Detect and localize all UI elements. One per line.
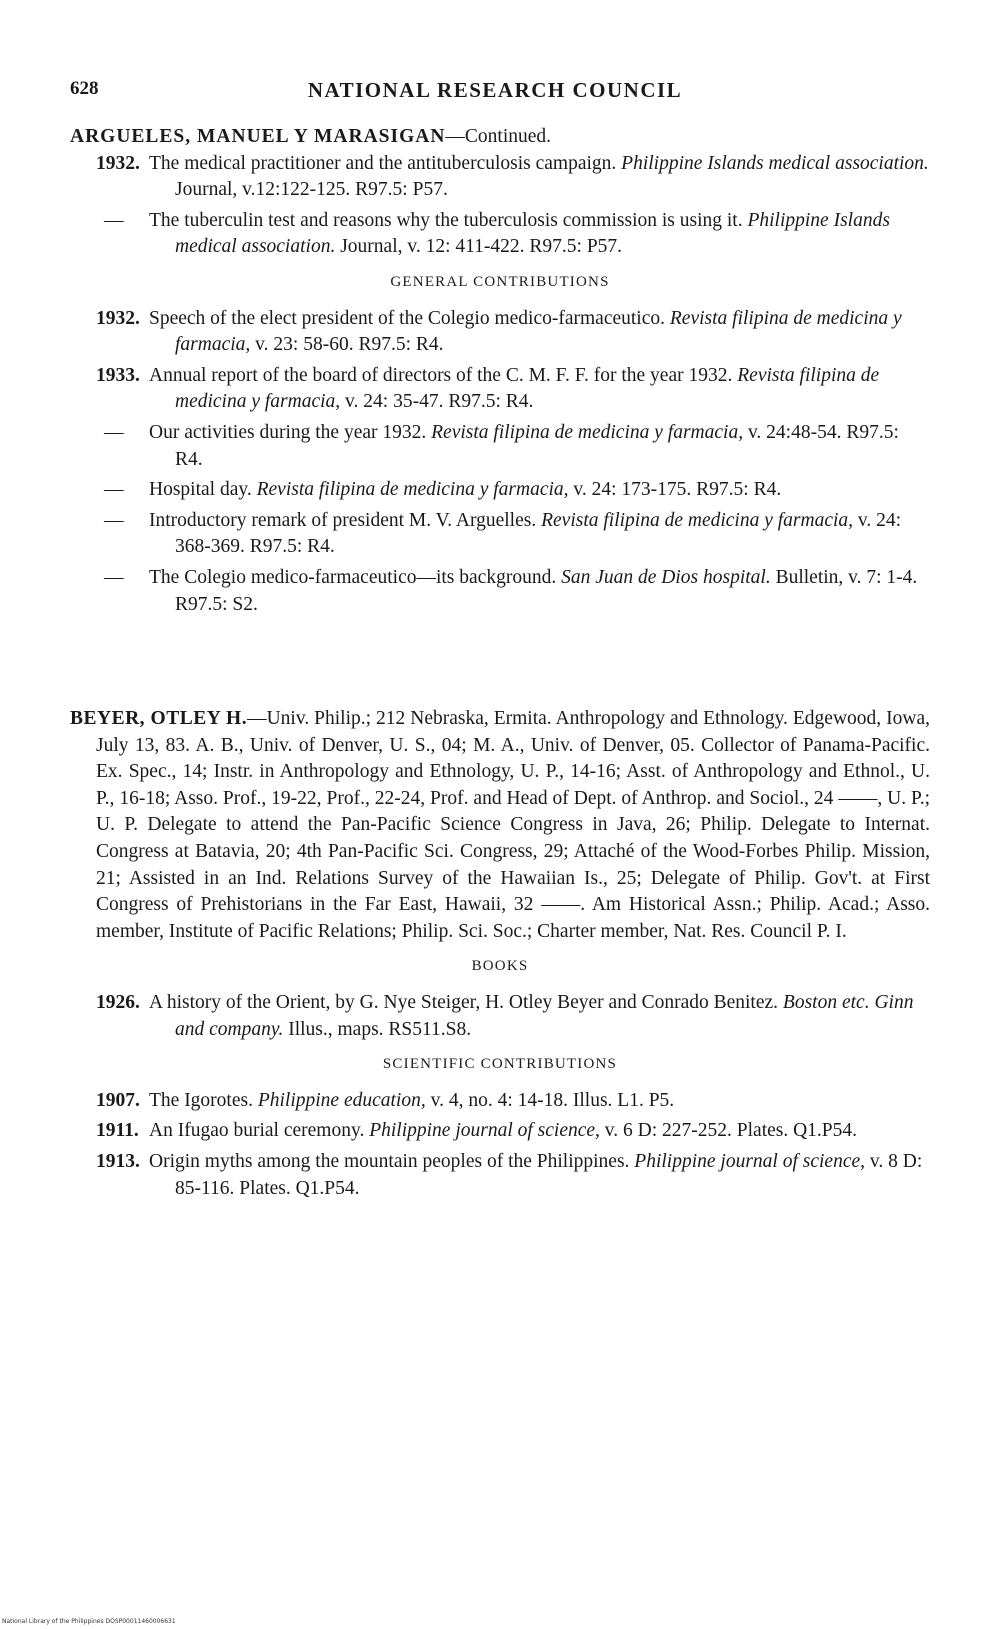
- page-number: 628: [70, 78, 99, 99]
- entry-citation: v. 6 D: 227-252. Plates. Q1.P54.: [604, 1120, 858, 1142]
- bibliography-entry: [70, 363, 930, 416]
- entry-title: The Igorotes.: [149, 1089, 253, 1111]
- bibliography-entry: [70, 208, 930, 261]
- bibliography-entry: [70, 306, 930, 359]
- arguelles-section: [70, 124, 930, 622]
- entry-citation: v. 4, no. 4: 14-18. Illus. L1. P5.: [430, 1089, 675, 1111]
- entry-year: 1926.: [96, 991, 140, 1013]
- entry-source: Revista filipina de medicina y farmacia,: [175, 307, 902, 356]
- entry-year: —: [104, 209, 124, 231]
- author-heading: ARGUELES, MANUEL Y MARASIGAN—Continued.: [70, 126, 552, 147]
- bibliography-entry: [70, 1149, 930, 1202]
- entry-list: [70, 990, 930, 1043]
- author-bio: BEYER, OTLEY H.—Univ. Philip.; 212 Nebraska, Ermita. Anthropology and Ethnology. Edgewood, Iowa, July 13, 83. A. B., Univ. of Denver, U. S., 04; M. A., Univ. of Denver, 05. Collector of Panama-Pacific. Ex. Spec., 14; Instr. in Anthropology and Ethnology, U. P., 14-16; Asst. of Anthropology and Ethnol., U. P., 16-18; Asso. Prof., 19-22, Prof., 22-24, Prof. and Head of Dept. of Anthrop. and Sociol., 24 ——, U. P.; U. P. Delegate to attend the Pan-Pacific Science Congress in Java, 26; Philip. Delegate to Internat. Congress at Batavia, 20; 4th Pan-Pacific Sci. Congress, 29; Attaché of the Wood-Forbes Philip. Mission, 21; Assisted in an Ind. Relations Survey of the Hawaiian Is., 25; Delegate of Philip. Gov't. at First Congress of Prehistorians in the Far East, Hawaii, 32 ——. Am Historical Assn.; Philip. Acad.; Asso. member, Institute of Pacific Relations; Philip. Sci. Soc.; Charter member, Nat. Res. Council P. I.: [70, 708, 930, 942]
- entry-title: The Colegio medico-farmaceutico—its background.: [149, 566, 557, 588]
- entry-year: 1932.: [96, 152, 140, 174]
- entry-source: Philippine Islands medical association.: [175, 209, 890, 258]
- entry-year: 1913.: [96, 1150, 140, 1172]
- entry-title: An Ifugao burial ceremony.: [149, 1120, 365, 1142]
- entry-source: Revista filipina de medicina y farmacia,: [175, 364, 880, 413]
- section-title: GENERAL CONTRIBUTIONS: [390, 273, 610, 290]
- entry-list: [70, 306, 930, 619]
- entry-year: 1933.: [96, 364, 140, 386]
- bibliography-entry: [70, 1088, 930, 1115]
- entry-source: Philippine journal of science,: [634, 1150, 866, 1172]
- entry-citation: v. 24: 368-369. R97.5: R4.: [175, 509, 902, 558]
- entry-list: [70, 151, 930, 261]
- entry-citation: Bulletin, v. 7: 1-4. R97.5: S2.: [175, 566, 918, 615]
- bibliography-entry: [70, 508, 930, 561]
- section-title: BOOKS: [471, 958, 529, 975]
- entry-year: 1907.: [96, 1089, 140, 1111]
- entry-source: Revista filipina de medicina y farmacia,: [431, 421, 744, 443]
- entry-year: —: [104, 566, 124, 588]
- bibliography-entry: [70, 565, 930, 618]
- section-title: SCIENTIFIC CONTRIBUTIONS: [382, 1056, 618, 1073]
- bibliography-entry: [70, 151, 930, 204]
- entry-year: —: [104, 421, 124, 443]
- bibliography-entry: [70, 990, 930, 1043]
- entry-title: The medical practitioner and the antituberculosis campaign.: [149, 152, 617, 174]
- entry-citation: v. 24:48-54. R97.5: R4.: [175, 421, 899, 470]
- entry-citation: v. 24: 173-175. R97.5: R4.: [573, 479, 782, 501]
- entry-title: Our activities during the year 1932.: [149, 421, 427, 443]
- entry-source: Boston etc. Ginn and company.: [175, 991, 914, 1040]
- entry-citation: v. 24: 35-47. R97.5: R4.: [345, 391, 534, 413]
- entry-title: The tuberculin test and reasons why the tuberculosis commission is using it.: [149, 209, 743, 231]
- entry-source: Revista filipina de medicina y farmacia,: [256, 479, 569, 501]
- entry-source: Philippine journal of science,: [369, 1120, 600, 1142]
- entry-year: 1932.: [96, 307, 140, 329]
- entry-year: —: [104, 509, 124, 531]
- bibliography-entry: [70, 477, 930, 504]
- entry-title: Hospital day.: [149, 479, 252, 501]
- beyer-section: [70, 706, 930, 1206]
- entry-citation: Journal, v. 12: 411-422. R97.5: P57.: [340, 236, 623, 258]
- entry-title: A history of the Orient, by G. Nye Steiger, H. Otley Beyer and Conrado Benitez.: [149, 991, 779, 1013]
- entry-year: —: [104, 479, 124, 501]
- entry-list: [70, 1088, 930, 1202]
- entry-source: Revista filipina de medicina y farmacia,: [541, 509, 854, 531]
- entry-source: Philippine education,: [257, 1089, 426, 1111]
- entry-citation: Journal, v.12:122-125. R97.5: P57.: [175, 179, 448, 201]
- bibliography-entry: [70, 420, 930, 473]
- running-head: NATIONAL RESEARCH COUNCIL: [307, 78, 683, 102]
- entry-title: Introductory remark of president M. V. Arguelles.: [149, 509, 537, 531]
- entry-year: 1911.: [96, 1120, 139, 1142]
- entry-source: Philippine Islands medical association.: [621, 152, 929, 174]
- entry-source: San Juan de Dios hospital.: [561, 566, 771, 588]
- entry-citation: v. 8 D: 85-116. Plates. Q1.P54.: [175, 1150, 923, 1199]
- bibliography-entry: [70, 1118, 930, 1145]
- entry-citation: v. 23: 58-60. R97.5: R4.: [255, 334, 444, 356]
- entry-citation: Illus., maps. RS511.S8.: [288, 1018, 472, 1040]
- footer-stamp: National Library of the Philippines DOSP00011460006631: [2, 1618, 176, 1625]
- entry-title: Speech of the elect president of the Colegio medico-farmaceutico.: [149, 307, 665, 329]
- entry-title: Origin myths among the mountain peoples of the Philippines.: [149, 1150, 630, 1172]
- entry-title: Annual report of the board of directors of the C. M. F. F. for the year 1932.: [149, 364, 733, 386]
- page-header: [70, 78, 920, 108]
